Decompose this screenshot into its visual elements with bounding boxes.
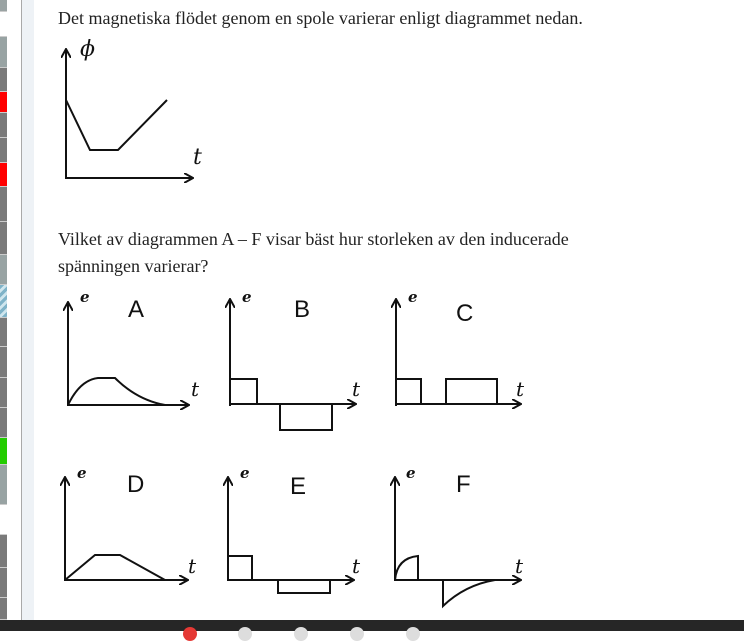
- option-d-y-label: e: [77, 464, 87, 482]
- option-c-letter: C: [456, 300, 474, 327]
- option-a-y-label: e: [80, 288, 90, 306]
- option-e-letter: E: [290, 473, 307, 500]
- option-c-y-label: e: [408, 288, 418, 306]
- option-b-letter: B: [294, 296, 311, 323]
- option-a-letter: A: [128, 296, 145, 323]
- option-d-letter: D: [127, 471, 145, 498]
- flux-curve: [66, 100, 167, 150]
- question-intro: Det magnetiska flödet genom en spole varierar enligt diagrammet nedan.: [58, 8, 583, 28]
- flux-graph: [66, 37, 202, 179]
- option-f-x-label: t: [515, 554, 524, 578]
- option-e-y-label: e: [240, 464, 250, 482]
- option-b-y-label: e: [242, 288, 252, 306]
- option-e-x-label: t: [352, 554, 361, 578]
- bottom-toolbar: [0, 620, 744, 631]
- option-b-graph[interactable]: [230, 300, 355, 430]
- toolbar-button[interactable]: [294, 627, 308, 641]
- option-f-letter: F: [456, 471, 471, 498]
- question-prompt-line1: Vilket av diagrammen A – F visar bäst hur storleken av den inducerade: [58, 229, 569, 249]
- toolbar-button[interactable]: [406, 627, 420, 641]
- toolbar-button[interactable]: [350, 627, 364, 641]
- y-axis-label: ϕ: [80, 37, 95, 62]
- option-labels: [77, 288, 525, 578]
- option-b-x-label: t: [352, 377, 361, 401]
- option-d-x-label: t: [188, 554, 197, 578]
- toolbar-button[interactable]: [238, 627, 252, 641]
- option-a-x-label: t: [191, 377, 200, 401]
- option-f-y-label: e: [406, 464, 416, 482]
- toolbar-button[interactable]: [183, 627, 197, 641]
- option-d-graph[interactable]: [65, 478, 187, 581]
- option-c-x-label: t: [516, 377, 525, 401]
- question-prompt-line2: spänningen varierar?: [58, 256, 209, 276]
- x-axis-label: t: [193, 145, 202, 170]
